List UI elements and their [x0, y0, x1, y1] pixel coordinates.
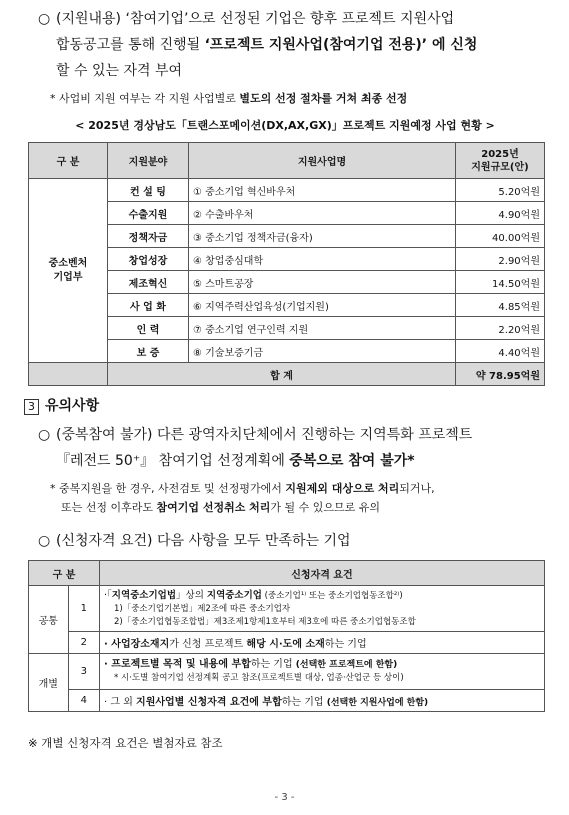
- elig-line: (신청자격 요건) 다음 사항을 모두 만족하는 기업: [56, 533, 351, 549]
- group-individual: 개별: [29, 654, 69, 712]
- table-title: < 2025년 경상남도「트랜스포메이션(DX,AX,GX)」프로젝트 지원예정 사업 현황 >: [75, 119, 495, 132]
- total-amount: 약 78.95억원: [456, 363, 545, 386]
- cell-field: 수출지원: [108, 202, 189, 225]
- cell-amount: 4.90억원: [456, 202, 545, 225]
- th-group: 구 분: [29, 143, 108, 179]
- cell-amount: 2.20억원: [456, 317, 545, 340]
- cell-program: ⑥ 지역주력산업육성(기업지원): [189, 294, 456, 317]
- cell-program: ⑧ 기술보증기금: [189, 340, 456, 363]
- budget-row: [29, 179, 545, 202]
- group-common: 공통: [29, 586, 69, 654]
- cell-amount: 2.90억원: [456, 248, 545, 271]
- total-label: 합 계: [108, 363, 456, 386]
- cell-field: 제조혁신: [108, 271, 189, 294]
- dup-line-2: 『레전드 50⁺』 참여기업 선정계획에 중복으로 참여 불가*: [56, 453, 415, 469]
- cell-amount: 5.20억원: [456, 179, 545, 202]
- cell-program: ⑦ 중소기업 연구인력 지원: [189, 317, 456, 340]
- page-number: - 3 -: [274, 792, 295, 803]
- cell-field: 정책자금: [108, 225, 189, 248]
- th-elig-req: 신청자격 요건: [100, 561, 545, 586]
- section-heading: 3 유의사항: [24, 395, 99, 415]
- intro-line-1: (지원내용) ‘참여기업’으로 선정된 기업은 향후 프로젝트 지원사업: [56, 11, 455, 27]
- cell-amount: 14.50억원: [456, 271, 545, 294]
- cell-field: 보 증: [108, 340, 189, 363]
- dup-line-1: (중복참여 불가) 다른 광역자치단체에서 진행하는 지역특화 프로젝트: [56, 427, 473, 443]
- intro-line-2: 합동공고를 통해 진행될 ‘프로젝트 지원사업(참여기업 전용)’ 에 신청: [56, 37, 478, 53]
- th-field: 지원분야: [108, 143, 189, 179]
- row-3-number: 3: [68, 654, 99, 690]
- total-row: [29, 363, 545, 386]
- elig-circle-bullet: ○: [38, 533, 51, 549]
- cell-field: 사 업 화: [108, 294, 189, 317]
- cell-amount: 4.40억원: [456, 340, 545, 363]
- cell-program: ① 중소기업 혁신바우처: [189, 179, 456, 202]
- th-name: 지원사업명: [189, 143, 456, 179]
- cell-program: ③ 중소기업 정책자금(융자): [189, 225, 456, 248]
- dup-note-2: 또는 선정 이후라도 참여기업 선정취소 처리가 될 수 있으므로 유의: [61, 501, 381, 514]
- row-3-req: · 프로젝트별 목적 및 내용에 부합하는 기업 (선택한 프로젝트에 한함) * 시·도별 참여기업 선정계획 공고 참조(프로젝트별 대상, 업종·산업군 등 상이): [100, 654, 545, 690]
- row-4-req: · 그 외 지원사업별 신청자격 요건에 부합하는 기업 (선택한 지원사업에 한함): [100, 690, 545, 712]
- row-1-number: 1: [68, 586, 99, 632]
- eligibility-table: [28, 560, 545, 712]
- cell-program: ④ 창업중심대학: [189, 248, 456, 271]
- cell-field: 인 력: [108, 317, 189, 340]
- footnote: ※ 개별 신청자격 요건은 별첨자료 참조: [28, 736, 223, 750]
- group-label: 중소벤처 기업부: [29, 179, 108, 363]
- row-4-number: 4: [68, 690, 99, 712]
- cell-amount: 4.85억원: [456, 294, 545, 317]
- th-elig-group: 구 분: [29, 561, 100, 586]
- dup-circle-bullet: ○: [38, 427, 51, 443]
- th-amount: 2025년 지원규모(안): [456, 143, 545, 179]
- cell-field: 컨 설 팅: [108, 179, 189, 202]
- cell-program: ⑤ 스마트공장: [189, 271, 456, 294]
- row-2-number: 2: [68, 632, 99, 654]
- cell-program: ② 수출바우처: [189, 202, 456, 225]
- section-number-box: 3: [24, 399, 39, 415]
- intro-line-3: 할 수 있는 자격 부여: [56, 63, 182, 79]
- cell-amount: 40.00억원: [456, 225, 545, 248]
- cell-field: 창업성장: [108, 248, 189, 271]
- row-2-req: · 사업장소재지가 신청 프로젝트 해당 시·도에 소재하는 기업: [100, 632, 545, 654]
- dup-note-1: * 중복지원을 한 경우, 사전검토 및 선정평가에서 지원제외 대상으로 처리되거나,: [50, 482, 435, 495]
- intro-note: * 사업비 지원 여부는 각 지원 사업별로 별도의 선정 절차를 거쳐 최종 선정: [50, 92, 408, 105]
- row-1-req: ·「지역중소기업법」상의 지역중소기업 (중소기업¹⁾ 또는 중소기업협동조합²⁾) 1)「중소기업기본법」제2조에 따른 중소기업자 2)「중소기업협동조합법」제3조제1항제1호부터 제3호에 따른 중소기업협동조합: [100, 586, 545, 632]
- budget-table: [28, 142, 545, 386]
- intro-circle-bullet: ○: [38, 11, 51, 27]
